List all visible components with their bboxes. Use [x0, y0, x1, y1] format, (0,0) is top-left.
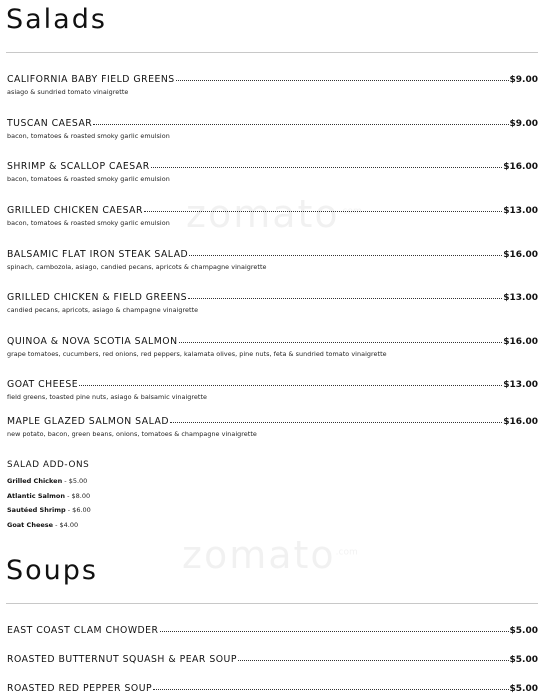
- soups-divider: [6, 603, 538, 604]
- menu-item-roasted-red-pepper-soup: [7, 682, 538, 694]
- add-on-price: - $4.00: [53, 520, 79, 529]
- dot-leader: [179, 334, 503, 343]
- add-on-item: [7, 474, 91, 489]
- watermark-suffix: .com: [339, 206, 362, 217]
- menu-item-east-coast-clam-chowder: [7, 624, 538, 636]
- item-price: $13.00: [503, 293, 538, 303]
- item-description: spinach, cambozola, asiago, candied pecans, apricots & champagne vinaigrette: [7, 263, 267, 271]
- add-on-price: - $5.00: [62, 477, 88, 485]
- item-description: new potato, bacon, green beans, onions, tomatoes & champagne vinaigrette: [7, 430, 257, 438]
- add-on-price: - $6.00: [65, 506, 91, 514]
- item-price: $5.00: [509, 626, 538, 636]
- menu-item-tuscan-caesar: [7, 117, 538, 140]
- menu-item-grilled-chicken-field-greens: [7, 291, 538, 314]
- dot-leader: [189, 247, 502, 256]
- add-on-item: [7, 489, 91, 504]
- item-price: $9.00: [509, 119, 538, 129]
- watermark-suffix: .com: [335, 547, 358, 558]
- add-on-name: Sautéed Shrimp: [7, 506, 66, 514]
- item-description: field greens, toasted pine nuts, asiago & balsamic vinaigrette: [7, 393, 208, 401]
- add-on-name: Atlantic Salmon: [7, 491, 65, 500]
- item-name: SHRIMP & SCALLOP CAESAR: [7, 161, 150, 172]
- salad-add-ons: [7, 460, 91, 532]
- item-name: ROASTED RED PEPPER SOUP: [7, 683, 153, 694]
- menu-item-balsamic-flat-iron-steak-salad: [7, 248, 538, 271]
- soups-heading: Soups: [6, 555, 98, 586]
- menu-item-california-baby-field-greens: [7, 73, 538, 96]
- item-name: TUSCAN CAESAR: [7, 118, 93, 129]
- dot-leader: [170, 414, 502, 423]
- item-name: GRILLED CHICKEN CAESAR: [7, 205, 143, 216]
- watermark-text: zomato: [186, 192, 340, 236]
- dot-leader: [160, 623, 509, 632]
- item-description: bacon, tomatoes & roasted smoky garlic emulsion: [7, 175, 170, 183]
- item-price: $16.00: [503, 250, 538, 260]
- add-ons-heading: SALAD ADD-ONS: [7, 460, 90, 470]
- add-on-item: [7, 518, 91, 533]
- item-description: grape tomatoes, cucumbers, red onions, red peppers, kalamata olives, pine nuts, feta & sundried tomato vinaigrette: [7, 350, 387, 358]
- menu-item-roasted-butternut-squash-pear-soup: [7, 653, 538, 665]
- zomato-watermark: [182, 533, 358, 577]
- item-description: candied pecans, apricots, asiago & champagne vinaigrette: [7, 306, 199, 314]
- zomato-watermark: [186, 192, 362, 236]
- menu-item-shrimp-scallop-caesar: [7, 160, 538, 183]
- dot-leader: [188, 290, 502, 299]
- watermark-text: zomato: [182, 533, 336, 577]
- item-price: $5.00: [509, 684, 538, 694]
- item-name: MAPLE GLAZED SALMON SALAD: [7, 416, 170, 427]
- dot-leader: [238, 652, 509, 661]
- add-on-name: Grilled Chicken: [7, 477, 63, 485]
- add-on-price: - $8.00: [65, 491, 91, 500]
- menu-item-goat-cheese: [7, 378, 538, 401]
- item-name: GOAT CHEESE: [7, 379, 79, 390]
- menu-item-quinoa-nova-scotia-salmon: [7, 335, 538, 358]
- dot-leader: [176, 72, 509, 81]
- item-price: $5.00: [509, 655, 538, 665]
- salads-heading: Salads: [6, 4, 107, 35]
- item-price: $16.00: [503, 162, 538, 172]
- dot-leader: [79, 377, 502, 386]
- add-on-name: Goat Cheese: [7, 520, 54, 529]
- item-price: $16.00: [503, 417, 538, 427]
- item-name: EAST COAST CLAM CHOWDER: [7, 625, 159, 636]
- item-description: bacon, tomatoes & roasted smoky garlic emulsion: [7, 132, 170, 140]
- dot-leader: [93, 116, 508, 125]
- item-name: ROASTED BUTTERNUT SQUASH & PEAR SOUP: [7, 654, 237, 665]
- item-name: CALIFORNIA BABY FIELD GREENS: [7, 74, 175, 85]
- dot-leader: [153, 681, 508, 690]
- item-description: bacon, tomatoes & roasted smoky garlic emulsion: [7, 219, 170, 227]
- item-name: BALSAMIC FLAT IRON STEAK SALAD: [7, 249, 189, 260]
- item-description: asiago & sundried tomato vinaigrette: [7, 88, 129, 96]
- item-price: $9.00: [509, 75, 538, 85]
- salads-divider: [6, 52, 538, 53]
- item-price: $13.00: [503, 206, 538, 216]
- add-on-item: [7, 503, 91, 518]
- dot-leader: [151, 159, 503, 168]
- item-price: $16.00: [503, 337, 538, 347]
- item-name: QUINOA & NOVA SCOTIA SALMON: [7, 336, 178, 347]
- item-name: GRILLED CHICKEN & FIELD GREENS: [7, 292, 188, 303]
- item-price: $13.00: [503, 380, 538, 390]
- menu-item-maple-glazed-salmon-salad: [7, 415, 538, 438]
